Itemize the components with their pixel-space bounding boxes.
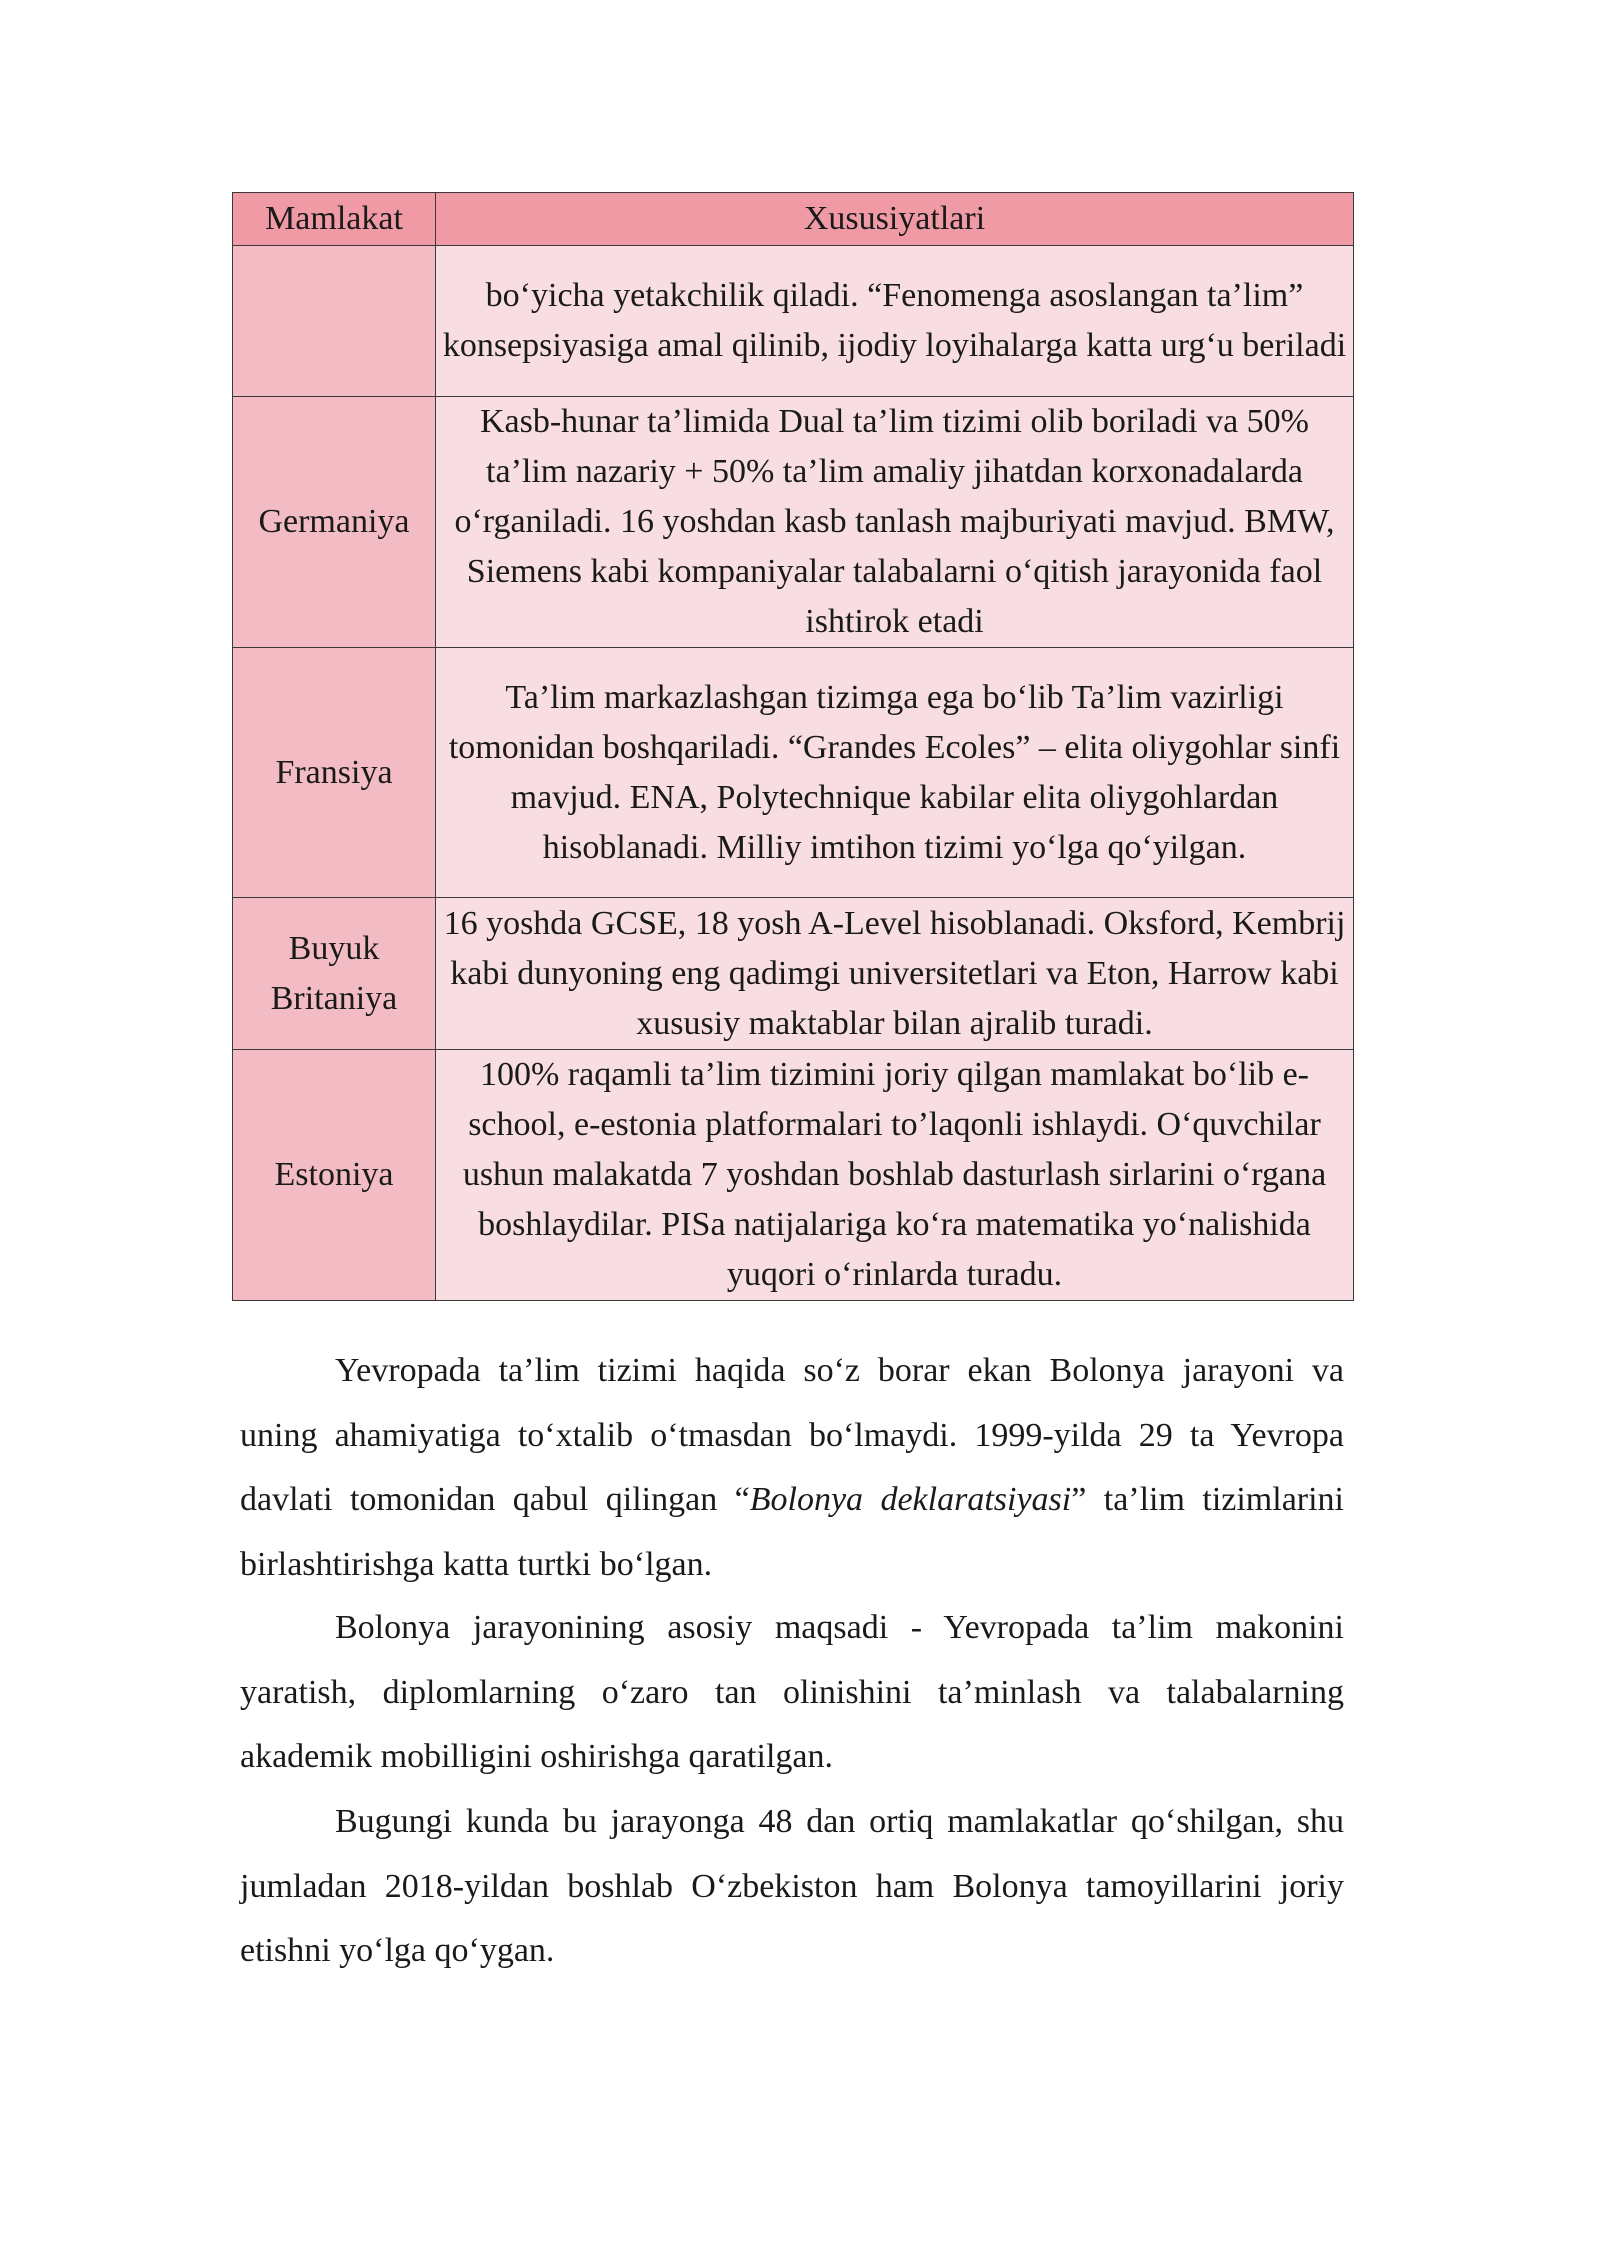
features-cell: Ta’lim markazlashgan tizimga ega bo‘lib Ta’lim vazirligi tomonidan boshqariladi. “Grandes Ecoles” – elita oliygohlar sinfi mavjud. ENA, Polytechnique kabilar elita oliygohlardan hisoblanadi. Milliy imtihon tizimi yo‘lga qo‘yilgan. — [436, 648, 1354, 898]
table-header-row — [233, 193, 1354, 246]
country-cell: Buyuk Britaniya — [233, 898, 436, 1050]
paragraph-bologna-members — [240, 1790, 1344, 1984]
table-row — [233, 397, 1354, 648]
country-cell: Fransiya — [233, 648, 436, 898]
features-cell: 100% raqamli ta’lim tizimini joriy qilgan mamlakat bo‘lib e-school, e-estonia platformalari to’laqonli ishlaydi. O‘quvchilar ushun malakatda 7 yoshdan boshlab dasturlash sirlarini o‘rgana boshlaydilar. PISa natijalariga ko‘ra matematika yo‘nalishida yuqori o‘rinlarda turadu. — [436, 1050, 1354, 1301]
country-cell: Estoniya — [233, 1050, 436, 1301]
paragraph-text: Yevropada ta’lim tizimi haqida so‘z borar ekan Bolonya jarayoni va uning ahamiyatiga to‘xtalib o‘tmasdan bo‘lmaydi. 1999-yilda 29 ta Yevropa davlati tomonidan qabul qilingan “ — [240, 1352, 1344, 1518]
header-features: Xususiyatlari — [436, 193, 1354, 246]
paragraph-italic-term: Bolonya deklaratsiyasi — [749, 1481, 1072, 1518]
paragraph-bologna-intro — [240, 1339, 1344, 1597]
paragraph-text: Bugungi kunda bu jarayonga 48 dan ortiq mamlakatlar qo‘shilgan, shu jumladan 2018-yildan boshlab O‘zbekiston ham Bolonya tamoyillarini joriy etishni yo‘lga qo‘ygan. — [240, 1803, 1344, 1969]
table-row — [233, 648, 1354, 898]
countries-table — [232, 192, 1354, 1301]
table-row — [233, 898, 1354, 1050]
header-country: Mamlakat — [233, 193, 436, 246]
country-cell — [233, 246, 436, 397]
paragraph-text: ” ta’lim tizimlarini birlashtirishga katta turtki bo‘lgan. — [240, 1481, 1345, 1583]
features-cell: Kasb-hunar ta’limida Dual ta’lim tizimi olib boriladi va 50% ta’lim nazariy + 50% ta’lim amaliy jihatdan korxonadalarda o‘rganiladi. 16 yoshdan kasb tanlash majburiyati mavjud. BMW, Siemens kabi kompaniyalar talabalarni o‘qitish jarayonida faol ishtirok etadi — [436, 397, 1354, 648]
paragraph-text: Bolonya jarayonining asosiy maqsadi - Yevropada ta’lim makonini yaratish, diplomlarning o‘zaro tan olinishini ta’minlash va talabalarning akademik mobilligini oshirishga qaratilgan. — [240, 1609, 1344, 1775]
country-cell: Germaniya — [233, 397, 436, 648]
table-row — [233, 246, 1354, 397]
features-cell: bo‘yicha yetakchilik qiladi. “Fenomenga asoslangan ta’lim” konsepsiyasiga amal qilinib, ijodiy loyihalarga katta urg‘u beriladi — [436, 246, 1354, 397]
features-cell: 16 yoshda GCSE, 18 yosh A-Level hisoblanadi. Oksford, Kembrij kabi dunyoning eng qadimgi universitetlari va Eton, Harrow kabi xususiy maktablar bilan ajralib turadi. — [436, 898, 1354, 1050]
paragraph-bologna-goal — [240, 1596, 1344, 1790]
table-row — [233, 1050, 1354, 1301]
